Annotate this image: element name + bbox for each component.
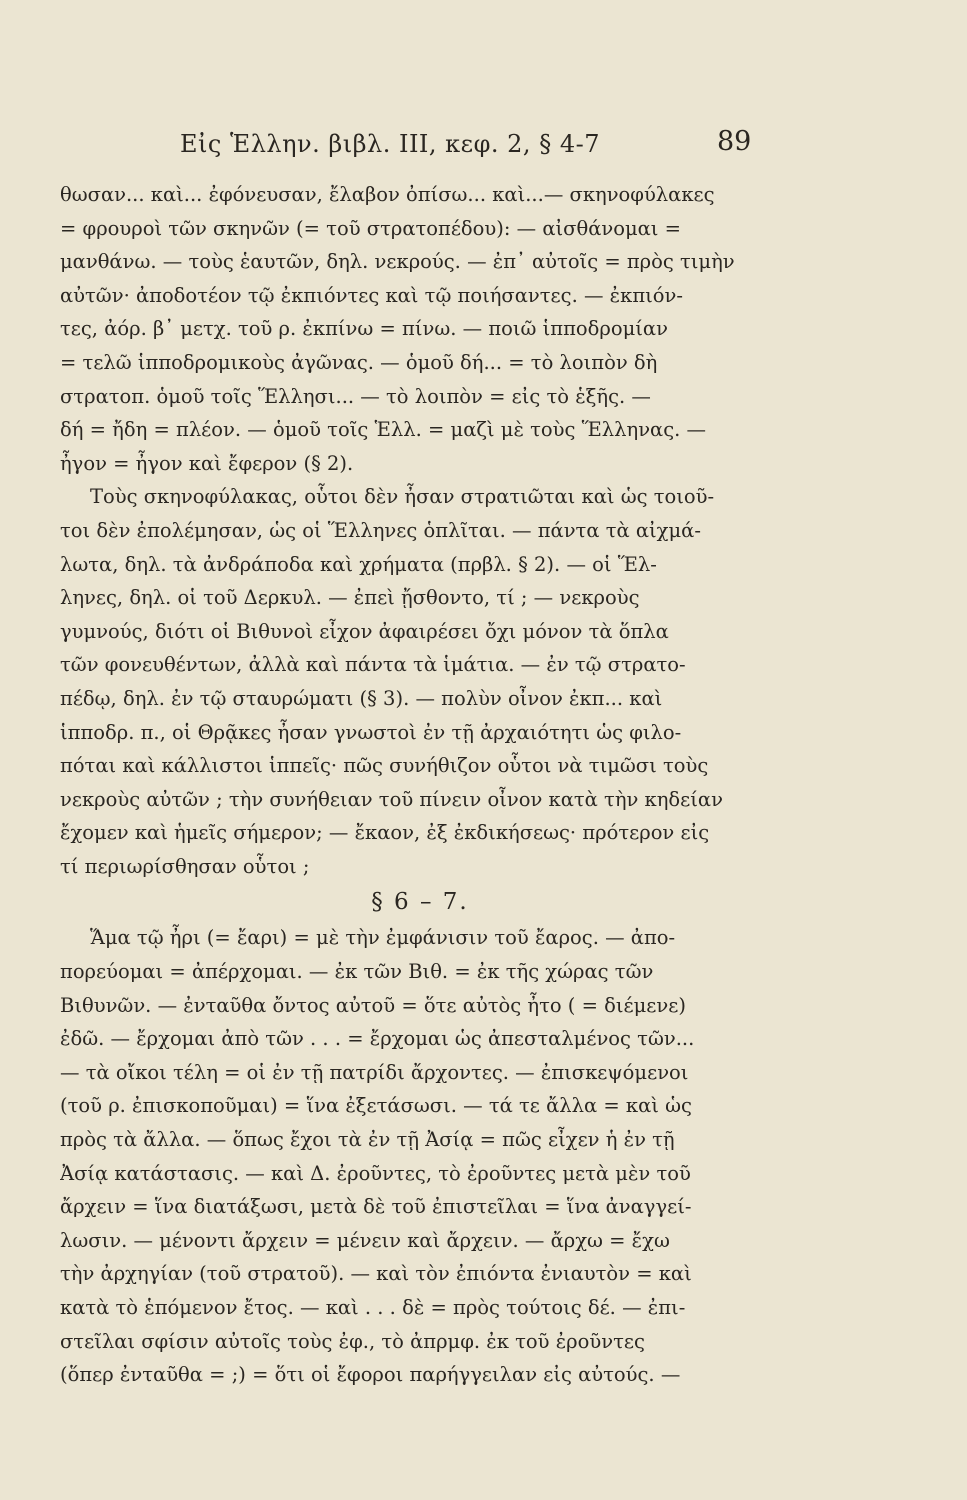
text-line: τῶν φονευθέντων, ἀλλὰ καὶ πάντα τὰ ἱμάτια. — ἐν τῷ στρατο- [60,653,686,677]
text-line: πέδῳ, δηλ. ἐν τῷ σταυρώματι (§ 3). — πολὺν οἶνον ἐκπ... καὶ [60,686,663,710]
text-line: πόται καὶ κάλλιστοι ἱππεῖς· πῶς συνήθιζον οὗτοι νὰ τιμῶσι τοὺς [60,754,709,778]
text-line: τες, ἀόρ. β᾽ μετχ. τοῦ ρ. ἐκπίνω = πίνω. — ποιῶ ἱπποδρομίαν [60,317,668,341]
section-heading: § 6 – 7. [371,889,469,916]
text-line: στεῖλαι σφίσιν αὐτοῖς τοὺς ἐφ., τὸ ἀπρμφ. ἐκ τοῦ ἐροῦντες [60,1329,645,1353]
text-line: = τελῶ ἱπποδρομικοὺς ἀγῶνας. — ὁμοῦ δή... = τὸ λοιπὸν δὴ [60,350,658,374]
text-line: μανθάνω. — τοὺς ἑαυτῶν, δηλ. νεκρούς. — ἐπ᾽ αὐτοῖς = πρὸς τιμὴν [60,250,735,274]
text-line: Ἅμα τῷ ἦρι (= ἔαρι) = μὲ τὴν ἐμφάνισιν τοῦ ἔαρος. — ἀπο- [90,926,676,950]
text-line: δή = ἤδη = πλέον. — ὁμοῦ τοῖς Ἑλλ. = μαζὶ μὲ τοὺς Ἕλληνας. — [60,418,707,442]
text-line: τί περιωρίσθησαν οὗτοι ; [60,854,310,878]
text-line: Βιθυνῶν. — ἐνταῦθα ὄντος αὐτοῦ = ὅτε αὐτὸς ἦτο ( = διέμενε) [60,993,686,1017]
text-line: ληνες, δηλ. οἱ τοῦ Δερκυλ. — ἐπεὶ ᾔσθοντο, τί ; — νεκροὺς [60,586,640,610]
text-line: Ἀσίᾳ κατάστασις. — καὶ Δ. ἐροῦντες, τὸ ἐροῦντες μετὰ μὲν τοῦ [60,1161,691,1185]
text-line: ἔχομεν καὶ ἡμεῖς σήμερον; — ἔκαον, ἐξ ἐκδικήσεως· πρότερον εἰς [60,821,710,845]
page-body [60,178,760,1392]
text-line: πορεύομαι = ἀπέρχομαι. — ἐκ τῶν Βιθ. = ἐκ τῆς χώρας τῶν [60,960,654,984]
page-header [60,126,752,166]
text-line: λωσιν. — μένοντι ἄρχειν = μένειν καὶ ἄρχειν. — ἄρχω = ἔχω [60,1228,670,1252]
text-line: ἱπποδρ. π., οἱ Θρᾷκες ἦσαν γνωστοὶ ἐν τῇ ἀρχαιότητι ὡς φιλο- [60,720,682,744]
text-line: — τὰ οἴκοι τέλη = οἱ ἐν τῇ πατρίδι ἄρχοντες. — ἐπισκεψόμενοι [60,1060,689,1084]
text-line: ἐδῶ. — ἔρχομαι ἀπὸ τῶν . . . = ἔρχομαι ὡς ἀπεσταλμένος τῶν... [60,1027,695,1051]
text-line: κατὰ τὸ ἑπόμενον ἔτος. — καὶ . . . δὲ = πρὸς τούτοις δέ. — ἐπι- [60,1296,686,1319]
text-line: νεκροὺς αὐτῶν ; τὴν συνήθειαν τοῦ πίνειν οἶνον κατὰ τὴν κηδείαν [60,787,723,811]
text-line: τοι δὲν ἐπολέμησαν, ὡς οἱ Ἕλληνες ὁπλῖται. — πάντα τὰ αἰχμά- [60,518,701,542]
text-line: στρατοπ. ὁμοῦ τοῖς Ἕλλησι... — τὸ λοιπὸν = εἰς τὸ ἑξῆς. — [60,384,651,408]
text-line: λωτα, δηλ. τὰ ἀνδράποδα καὶ χρήματα (πρβλ. § 2). — οἱ Ἕλ- [60,552,657,576]
text-line: = φρουροὶ τῶν σκηνῶν (= τοῦ στρατοπέδου): — αἰσθάνομαι = [60,216,681,240]
text-line: τὴν ἀρχηγίαν (τοῦ στρατοῦ). — καὶ τὸν ἐπιόντα ἐνιαυτὸν = καὶ [60,1262,692,1286]
text-line: (ὅπερ ἐνταῦθα = ;) = ὅτι οἱ ἔφοροι παρήγγειλαν εἰς αὐτούς. — [60,1363,681,1387]
text-line: Τοὺς σκηνοφύλακας, οὗτοι δὲν ἦσαν στρατιῶται καὶ ὡς τοιοῦ- [90,485,715,509]
text-line: πρὸς τὰ ἄλλα. — ὅπως ἔχοι τὰ ἐν τῇ Ἀσίᾳ = πῶς εἶχεν ἡ ἐν τῇ [60,1128,675,1152]
text-line: θωσαν... καὶ... ἐφόνευσαν, ἔλαβον ὀπίσω... καὶ...— σκηνοφύλακες [60,183,715,206]
text-line: ἦγον = ἦγον καὶ ἔφερον (§ 2). [60,451,354,475]
text-line: ἄρχειν = ἵνα διατάξωσι, μετὰ δὲ τοῦ ἐπιστεῖλαι = ἵνα ἀναγγεί- [60,1195,692,1219]
text-line: αὐτῶν· ἀποδοτέον τῷ ἐκπιόντες καὶ τῷ ποιήσαντες. — ἐκπιόν- [60,283,683,307]
text-line: γυμνούς, διότι οἱ Βιθυνοὶ εἶχον ἀφαιρέσει ὄχι μόνον τὰ ὅπλα [60,619,669,643]
text-line: (τοῦ ρ. ἐπισκοποῦμαι) = ἵνα ἐξετάσωσι. — τά τε ἄλλα = καὶ ὡς [60,1094,692,1118]
running-head: Εἰς Ἑλλην. βιβλ. ΙΙΙ, κεφ. 2, § 4-7 [180,130,600,158]
page-number: 89 [717,126,752,157]
